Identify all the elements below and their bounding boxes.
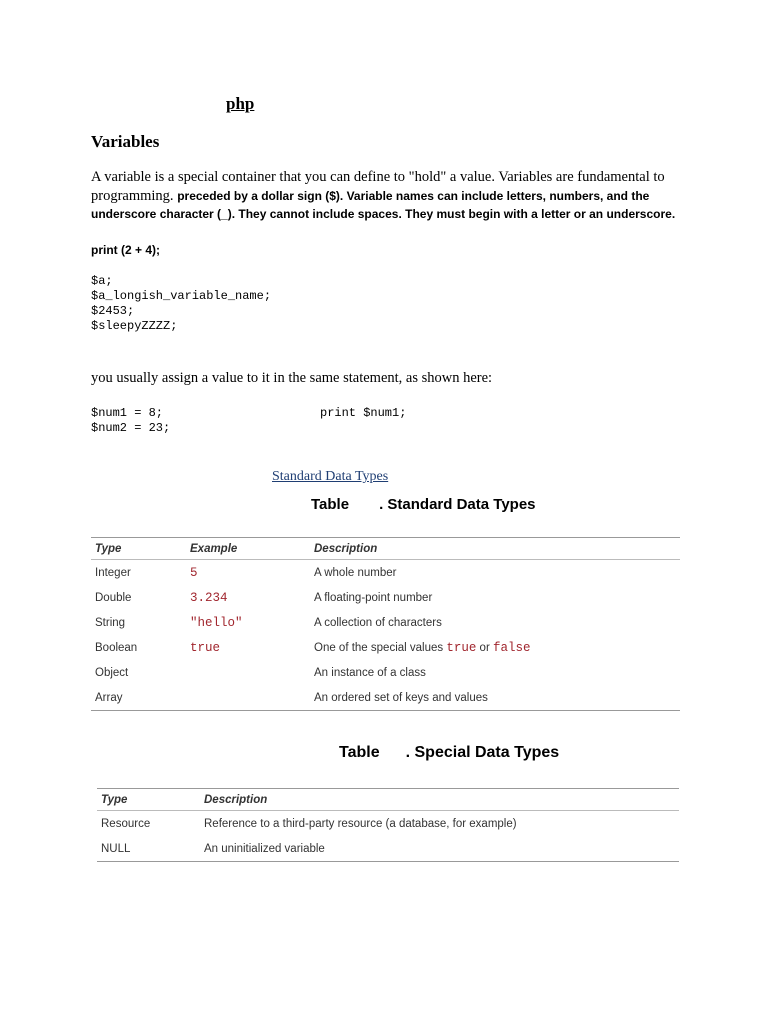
header-example: Example <box>186 538 310 560</box>
desc-text: One of the special values <box>314 642 447 654</box>
header-description: Description <box>200 789 679 811</box>
table-row <box>91 560 680 586</box>
false-keyword: false <box>492 641 531 655</box>
cell-example: true <box>190 641 221 655</box>
special-data-types-table <box>97 788 679 862</box>
table-row <box>91 635 680 660</box>
header-description: Description <box>310 538 680 560</box>
print-example: print (2 + 4); <box>91 243 161 257</box>
cell-type: Integer <box>95 567 131 579</box>
table2-caption-prefix: Table <box>339 744 380 761</box>
cell-type: NULL <box>97 836 200 862</box>
cell-example: "hello" <box>190 616 243 630</box>
cell-example <box>186 660 310 685</box>
table-row <box>91 585 680 610</box>
table1-caption <box>311 496 536 513</box>
cell-description: Reference to a third-party resource (a database, for example) <box>204 818 517 830</box>
table-row <box>97 836 679 862</box>
section-heading-variables: Variables <box>91 132 160 151</box>
print-code: print $num1; <box>320 406 407 420</box>
table-row <box>91 685 680 711</box>
header-type: Type <box>91 538 186 560</box>
table2-caption <box>339 744 559 762</box>
true-keyword: true <box>446 641 477 655</box>
cell-type: Boolean <box>95 642 138 654</box>
cell-example: 5 <box>190 566 198 580</box>
assign-paragraph: you usually assign a value to it in the same statement, as shown here: <box>91 370 493 386</box>
table1-caption-prefix: Table <box>311 496 350 513</box>
desc-text: or <box>476 642 493 654</box>
cell-description: A whole number <box>314 567 397 579</box>
cell-type: Array <box>91 685 186 711</box>
intro-paragraph <box>91 168 681 224</box>
document-title: php <box>226 94 255 113</box>
cell-description: An uninitialized variable <box>200 836 679 862</box>
variable-code-examples: $a; $a_longish_variable_name; $2453; $sleepyZZZZ; <box>91 274 272 333</box>
cell-description: A collection of characters <box>314 617 442 629</box>
cell-description: A floating-point number <box>314 592 433 604</box>
table1-caption-suffix: . Standard Data Types <box>379 496 536 513</box>
cell-description: An ordered set of keys and values <box>310 685 680 711</box>
standard-data-types-table <box>91 537 680 711</box>
cell-type: Resource <box>101 818 151 830</box>
intro-sans-text: preceded by a dollar sign ($). Variable names can include letters, numbers, and the underscore character (_). They cannot include spaces. They must begin with a letter or an underscore. <box>91 188 676 221</box>
cell-description <box>310 635 680 660</box>
cell-example <box>186 685 310 711</box>
cell-example: 3.234 <box>190 591 228 605</box>
table-header-row <box>97 789 679 811</box>
table2-caption-suffix: . Special Data Types <box>405 744 560 761</box>
cell-description: An instance of a class <box>314 667 426 679</box>
table-row <box>91 660 680 685</box>
cell-type: String <box>95 617 126 629</box>
table-row <box>97 811 679 837</box>
cell-type: Double <box>95 592 132 604</box>
table-header-row <box>91 538 680 560</box>
assign-code: $num1 = 8; $num2 = 23; <box>91 406 171 435</box>
cell-type: Object <box>95 667 129 679</box>
intro-serif-text: A variable is a special container that you can define to "hold" a value. Variables are fundamental to programming. <box>91 169 665 204</box>
table-row <box>91 610 680 635</box>
standard-data-types-link[interactable]: Standard Data Types <box>272 469 389 484</box>
header-type: Type <box>97 789 200 811</box>
